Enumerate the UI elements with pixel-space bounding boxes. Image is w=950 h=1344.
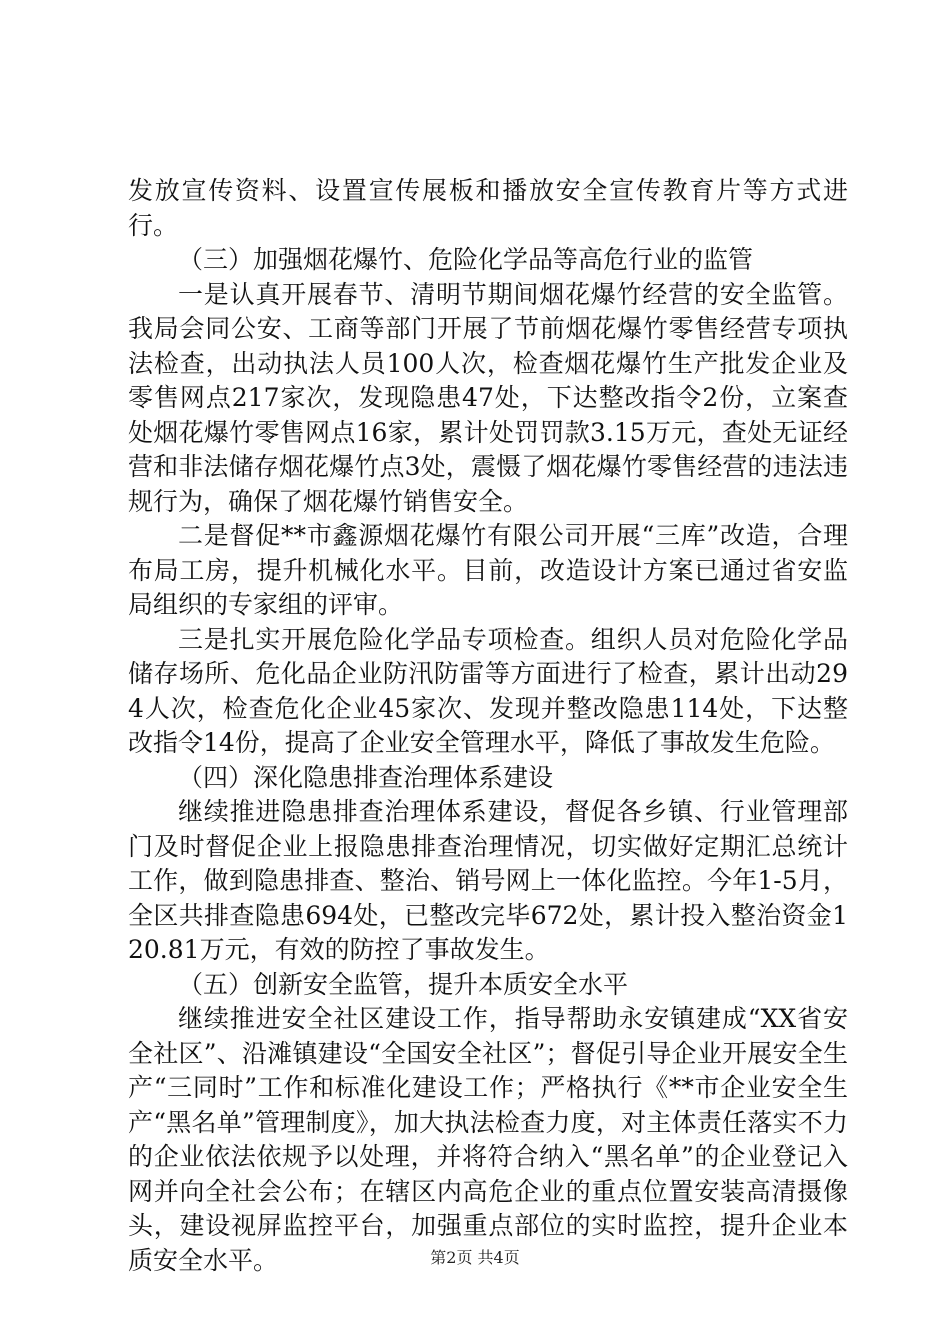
section-heading-5: （五）创新安全监管，提升本质安全水平: [178, 969, 629, 999]
paragraph-chemicals-inspection: 三是扎实开展危险化学品专项检查。组织人员对危险化学品储存场所、危化品企业防汛防雷等方面进行了检查，累计出动294人次，检查危化企业45家次、发现并整改隐患114处，下达整改指令14份，提高了企业安全管理水平，降低了事故发生危险。: [128, 624, 848, 757]
document-body: [128, 174, 848, 1278]
paragraph-safety-community: 继续推进安全社区建设工作，指导帮助永安镇建成“XX省安全社区”、沿滩镇建设“全国安全社区”；督促引导企业开展安全生产“三同时”工作和标准化建设工作；严格执行《**市企业安全生产“黑名单”管理制度》，加大执法检查力度，对主体责任落实不力的企业依法依规予以处理，并将符合纳入“黑名单”的企业登记入网并向全社会公布；在辖区内高危企业的重点位置安装高清摄像头，建设视屏监控平台，加强重点部位的实时监控，提升企业本质安全水平。: [128, 1004, 848, 1275]
paragraph-continuation: 发放宣传资料、设置宣传展板和播放安全宣传教育片等方式进行。: [128, 176, 848, 240]
paragraph-fireworks-company: 二是督促**市鑫源烟花爆竹有限公司开展“三库”改造，合理布局工房，提升机械化水平。目前，改造设计方案已通过省安监局组织的专家组的评审。: [128, 521, 848, 619]
paragraph-fireworks-inspection: 一是认真开展春节、清明节期间烟花爆竹经营的安全监管。我局会同公安、工商等部门开展了节前烟花爆竹零售经营专项执法检查，出动执法人员100人次，检查烟花爆竹生产批发企业及零售网点217家次，发现隐患47处，下达整改指令2份，立案查处烟花爆竹零售网点16家，累计处罚罚款3.15万元，查处无证经营和非法储存烟花爆竹点3处，震慑了烟花爆竹零售经营的违法违规行为，确保了烟花爆竹销售安全。: [128, 279, 848, 516]
page-number-footer: 第2页 共4页: [430, 1248, 520, 1267]
section-heading-3: （三）加强烟花爆竹、危险化学品等高危行业的监管: [178, 245, 754, 274]
paragraph-hazard-system: 继续推进隐患排查治理体系建设，督促各乡镇、行业管理部门及时督促企业上报隐患排查治理情况，切实做好定期汇总统计工作，做到隐患排查、整治、销号网上一体化监控。今年1-5月，全区共排查隐患694处，已整改完毕672处，累计投入整治资金120.81万元，有效的防控了事故发生。: [128, 797, 848, 964]
section-heading-4: （四）深化隐患排查治理体系建设: [178, 762, 554, 792]
